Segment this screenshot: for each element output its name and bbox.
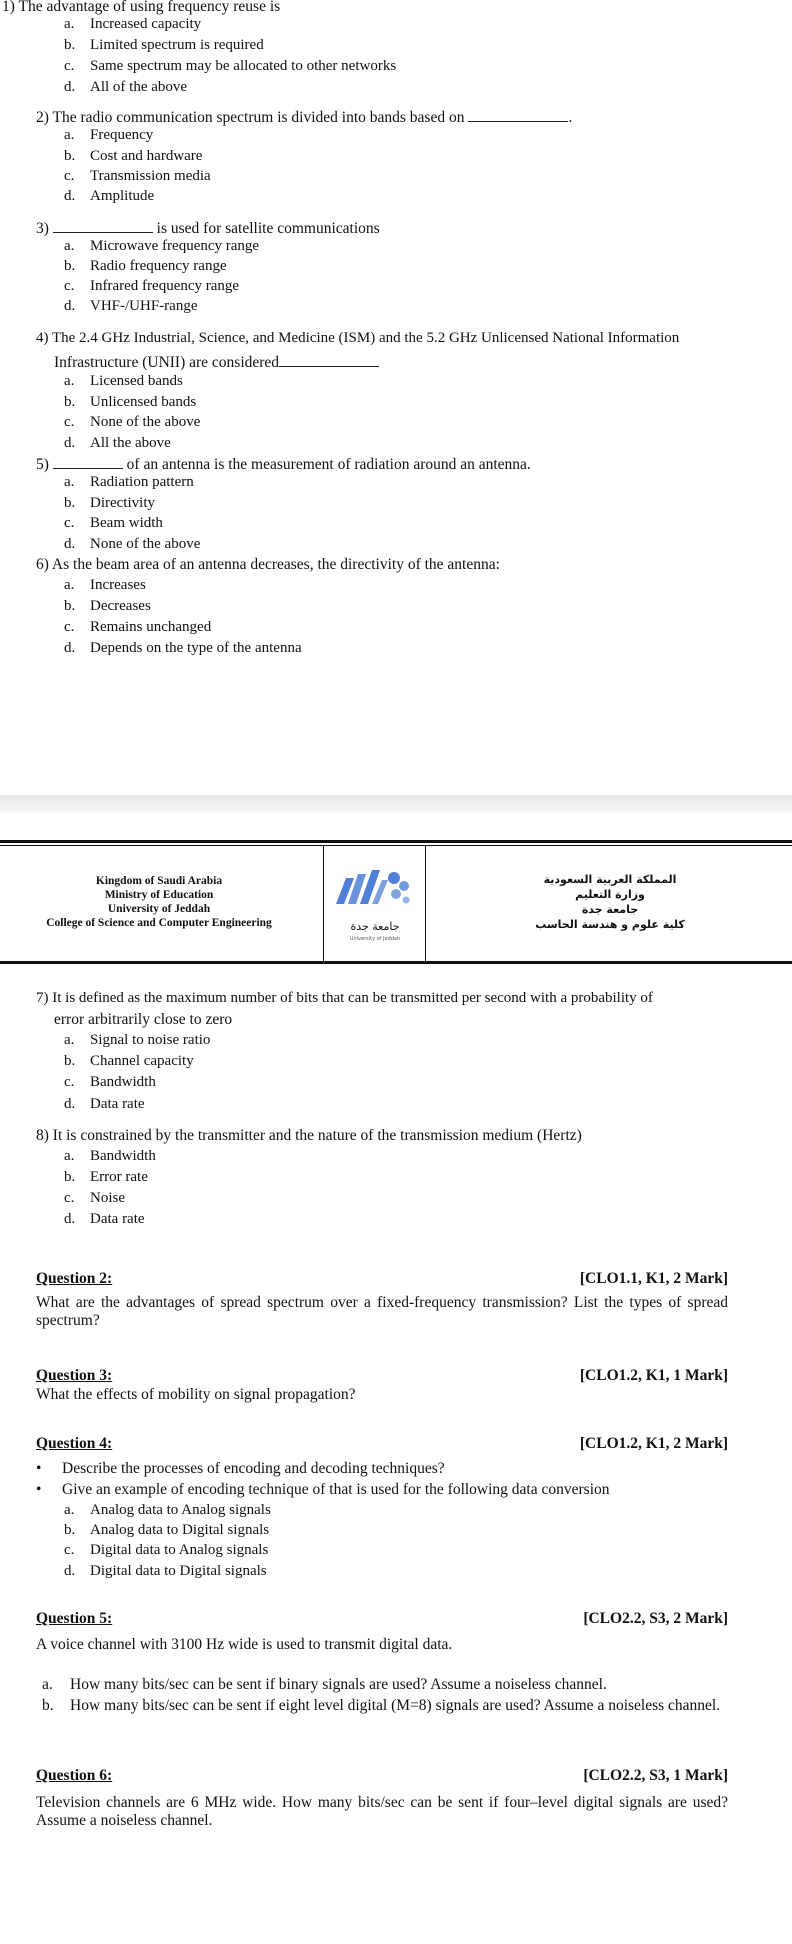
question-4-opt-b: b. Analog data to Digital signals (64, 1522, 270, 1538)
question-2-mark: [CLO1.1, K1, 2 Mark] (579, 1270, 728, 1287)
q2-opt-a: a. Frequency (64, 127, 154, 143)
question-4-opt-a: a. Analog data to Analog signals (64, 1502, 271, 1518)
q7-opt-a: a. Signal to noise ratio (64, 1032, 211, 1048)
q6-opt-a: a. Increases (64, 577, 146, 593)
q5-opt-c: c. Beam width (64, 515, 163, 531)
q7-line1: 7) It is defined as the maximum number of bits that can be transmitted per second with a probability of (36, 990, 653, 1006)
question-2-title: Question 2: (36, 1270, 113, 1287)
question-6-title: Question 6: (36, 1767, 113, 1784)
q8-opt-b: b. Error rate (64, 1169, 148, 1185)
question-4-mark: [CLO1.2, K1, 2 Mark] (579, 1435, 728, 1452)
question-2-heading (36, 1270, 728, 1288)
header-en-line-4: College of Science and Computer Engineering (46, 917, 272, 929)
logo-arabic-text: جامعة جدة (350, 920, 400, 933)
header-ar-line-2: وزارة التعليم (575, 888, 645, 901)
q4-opt-a: a. Licensed bands (64, 373, 183, 389)
question-5-title: Question 5: (36, 1610, 113, 1627)
header-arabic (500, 872, 720, 932)
question-2-body: What are the advantages of spread spectrum over a fixed-frequency transmission? List the types of spread spectrum? (36, 1294, 728, 1329)
question-4-title: Question 4: (36, 1435, 113, 1452)
header-english (0, 874, 318, 930)
q6-opt-b: b. Decreases (64, 598, 151, 614)
header-rule-top-thin (0, 845, 792, 846)
q7-opt-b: b. Channel capacity (64, 1053, 194, 1069)
question-4-bullet-1: • Describe the processes of encoding and decoding techniques? (62, 1460, 445, 1478)
header-en-line-1: Kingdom of Saudi Arabia (95, 875, 223, 887)
q4-line2: Infrastructure (UNII) are considered (54, 352, 379, 372)
question-5-b-label: b. (42, 1697, 54, 1714)
q2-opt-d: d. Amplitude (64, 188, 155, 204)
header-en-line-3: University of Jeddah (107, 903, 211, 915)
header-divider-left (323, 846, 324, 961)
q4-opt-b: b. Unlicensed bands (64, 394, 197, 410)
q1-opt-c: c. Same spectrum may be allocated to other networks (64, 58, 397, 74)
q6-opt-c: c. Remains unchanged (64, 619, 212, 635)
q2-text: 2) The radio communication spectrum is divided into bands based on . (36, 109, 573, 126)
q8-text: 8) It is constrained by the transmitter and the nature of the transmission medium (Hertz) (36, 1127, 582, 1144)
question-5-mark: [CLO2.2, S3, 2 Mark] (583, 1610, 728, 1627)
question-4-opt-c: c. Digital data to Analog signals (64, 1542, 269, 1558)
university-logo (330, 864, 420, 954)
q3-opt-a: a. Microwave frequency range (64, 238, 260, 254)
q3-opt-c: c. Infrared frequency range (64, 278, 240, 294)
q3-opt-d: d. VHF-/UHF-range (64, 298, 198, 314)
header-rule-bottom (0, 961, 792, 964)
q3-text: 3) is used for satellite communications (36, 220, 380, 237)
logo-english-text: University of Jeddah (349, 936, 401, 942)
page-break-shadow (0, 795, 792, 813)
q6-opt-d: d. Depends on the type of the antenna (64, 640, 302, 656)
header-divider-right (425, 846, 426, 961)
q7-opt-c: c. Bandwidth (64, 1074, 156, 1090)
question-3-heading (36, 1367, 728, 1385)
question-3-title: Question 3: (36, 1367, 113, 1384)
question-6-heading (36, 1767, 728, 1785)
header-ar-line-3: جامعة جدة (581, 903, 639, 916)
q1-text: 1) The advantage of using frequency reuse is (2, 0, 281, 15)
q1-opt-d: d. All of the above (64, 79, 188, 95)
q8-opt-a: a. Bandwidth (64, 1148, 156, 1164)
q7-opt-d: d. Data rate (64, 1096, 145, 1112)
question-3-mark: [CLO1.2, K1, 1 Mark] (579, 1367, 728, 1384)
q8-opt-c: c. Noise (64, 1190, 125, 1206)
q5-text: 5) of an antenna is the measurement of radiation around an antenna. (36, 456, 531, 473)
q5-opt-d: d. None of the above (64, 536, 201, 552)
q8-opt-d: d. Data rate (64, 1211, 145, 1227)
header-en-line-2: Ministry of Education (104, 889, 214, 901)
q1-opt-a: a. Increased capacity (64, 16, 202, 32)
header-ar-line-4: كلية علوم و هندسة الحاسب (535, 918, 685, 931)
q3-opt-b: b. Radio frequency range (64, 258, 227, 274)
question-5-body: A voice channel with 3100 Hz wide is used to transmit digital data. (36, 1636, 453, 1653)
q2-opt-b: b. Cost and hardware (64, 148, 203, 164)
question-5-a-label: a. (42, 1676, 53, 1693)
header-rule-top (0, 840, 792, 843)
question-6-mark: [CLO2.2, S3, 1 Mark] (583, 1767, 728, 1784)
question-5-a: How many bits/sec can be sent if binary signals are used? Assume a noiseless channel. (70, 1676, 607, 1693)
question-5-b: How many bits/sec can be sent if eight level digital (M=8) signals are used? Assume a noiseless channel. (70, 1697, 721, 1714)
q1-opt-b: b. Limited spectrum is required (64, 37, 264, 53)
q2-opt-c: c. Transmission media (64, 168, 211, 184)
q4-opt-d: d. All the above (64, 435, 171, 451)
q6-text: 6) As the beam area of an antenna decreases, the directivity of the antenna: (36, 556, 500, 573)
question-4-bullet-2: • Give an example of encoding technique of that is used for the following data conversion (62, 1481, 610, 1499)
q5-opt-a: a. Radiation pattern (64, 474, 194, 490)
question-6-body: Television channels are 6 MHz wide. How many bits/sec can be sent if four–level digital signals are used? Assume a noiseless channel. (36, 1794, 728, 1829)
question-4-opt-d: d. Digital data to Digital signals (64, 1563, 267, 1579)
question-4-heading (36, 1435, 728, 1453)
question-5-heading (36, 1610, 728, 1628)
q5-opt-b: b. Directivity (64, 495, 155, 511)
header-ar-line-1: المملكة العربية السعودية (543, 873, 677, 886)
q4-opt-c: c. None of the above (64, 414, 201, 430)
question-3-body: What the effects of mobility on signal propagation? (36, 1386, 356, 1403)
q7-line2: error arbitrarily close to zero (54, 1011, 233, 1028)
q4-line1: 4) The 2.4 GHz Industrial, Science, and Medicine (ISM) and the 5.2 GHz Unlicensed National Information (36, 330, 680, 346)
